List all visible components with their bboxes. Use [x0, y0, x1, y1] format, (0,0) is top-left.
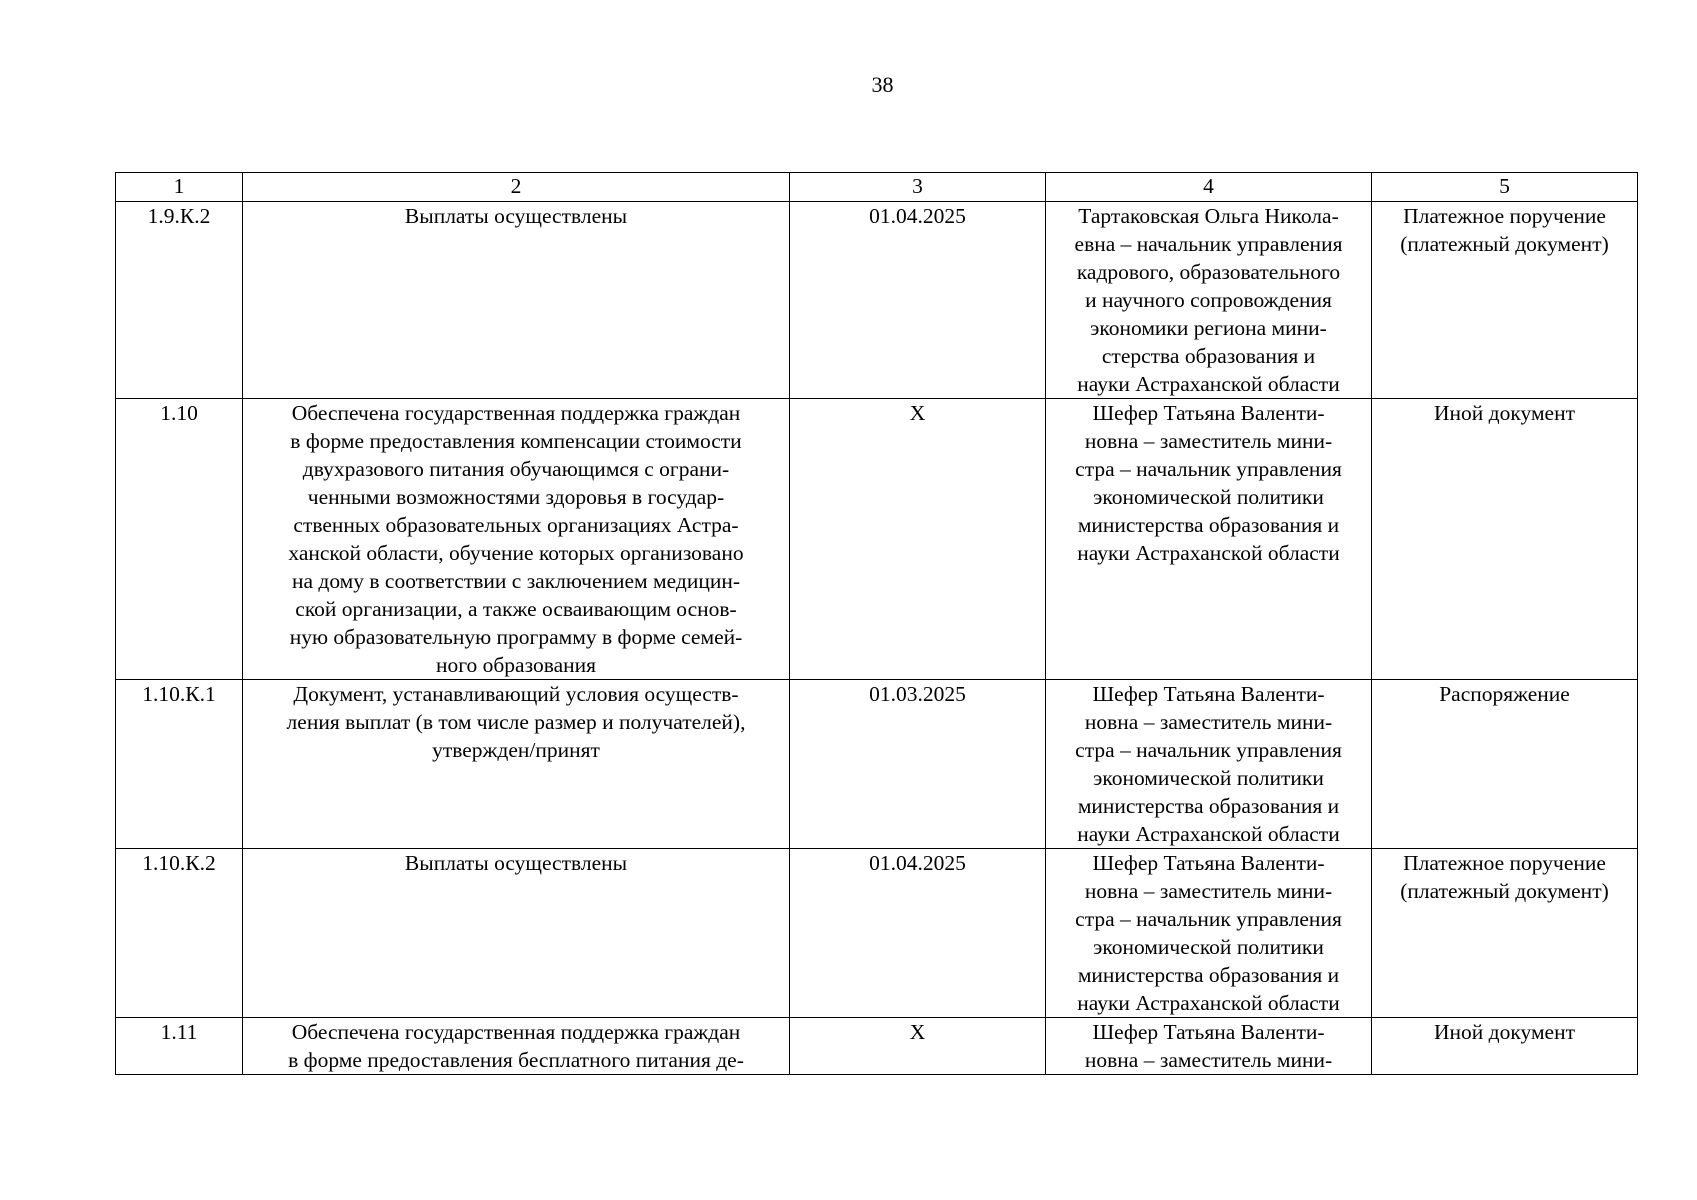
item-description: Выплаты осуществлены — [243, 202, 790, 399]
table-row — [116, 399, 1638, 680]
item-responsible: Шефер Татьяна Валенти- новна – заместитель мини- стра – начальник управления экономической политики министерства образования и науки Астраханской области — [1046, 849, 1372, 1018]
item-responsible: Тартаковская Ольга Никола- евна – начальник управления кадрового, образовательного и научного сопровождения экономики региона мини- стерства образования и науки Астраханской области — [1046, 202, 1372, 399]
item-description: Документ, устанавливающий условия осуществ- ления выплат (в том числе размер и получателей), утвержден/принят — [243, 680, 790, 849]
item-description: Обеспечена государственная поддержка граждан в форме предоставления бесплатного питания де- — [243, 1018, 790, 1075]
column-number-3: 3 — [790, 173, 1046, 202]
item-date: Х — [790, 399, 1046, 680]
results-table — [115, 172, 1638, 1075]
item-date: Х — [790, 1018, 1046, 1075]
item-responsible: Шефер Татьяна Валенти- новна – заместитель мини- стра – начальник управления экономической политики министерства образования и науки Астраханской области — [1046, 399, 1372, 680]
item-document-type: Иной документ — [1372, 399, 1638, 680]
item-number: 1.9.К.2 — [116, 202, 243, 399]
item-document-type: Платежное поручение (платежный документ) — [1372, 849, 1638, 1018]
item-document-type: Иной документ — [1372, 1018, 1638, 1075]
page-number: 38 — [871, 72, 894, 97]
item-responsible: Шефер Татьяна Валенти- новна – заместитель мини- стра – начальник управления экономической политики министерства образования и науки Астраханской области — [1046, 680, 1372, 849]
item-description: Обеспечена государственная поддержка граждан в форме предоставления компенсации стоимости двухразового питания обучающимся с ограни- ченными возможностями здоровья в государ- ственных образовательных организациях Астра- ханской области, обучение которых организовано на дому в соответствии с заключением медицин- ской организации, а также осваивающим основ- ную образовательную программу в форме семей- ного образования — [243, 399, 790, 680]
column-number-4: 4 — [1046, 173, 1372, 202]
table-header-row — [116, 173, 1638, 202]
table-row — [116, 849, 1638, 1018]
item-date: 01.03.2025 — [790, 680, 1046, 849]
item-responsible: Шефер Татьяна Валенти- новна – заместитель мини- — [1046, 1018, 1372, 1075]
item-number: 1.10.К.1 — [116, 680, 243, 849]
column-number-5: 5 — [1372, 173, 1638, 202]
table-row — [116, 680, 1638, 849]
item-document-type: Платежное поручение (платежный документ) — [1372, 202, 1638, 399]
table-row — [116, 1018, 1638, 1075]
item-document-type: Распоряжение — [1372, 680, 1638, 849]
column-number-1: 1 — [116, 173, 243, 202]
item-date: 01.04.2025 — [790, 849, 1046, 1018]
column-number-2: 2 — [243, 173, 790, 202]
item-number: 1.11 — [116, 1018, 243, 1075]
item-number: 1.10.К.2 — [116, 849, 243, 1018]
table-row — [116, 202, 1638, 399]
item-description: Выплаты осуществлены — [243, 849, 790, 1018]
item-date: 01.04.2025 — [790, 202, 1046, 399]
item-number: 1.10 — [116, 399, 243, 680]
